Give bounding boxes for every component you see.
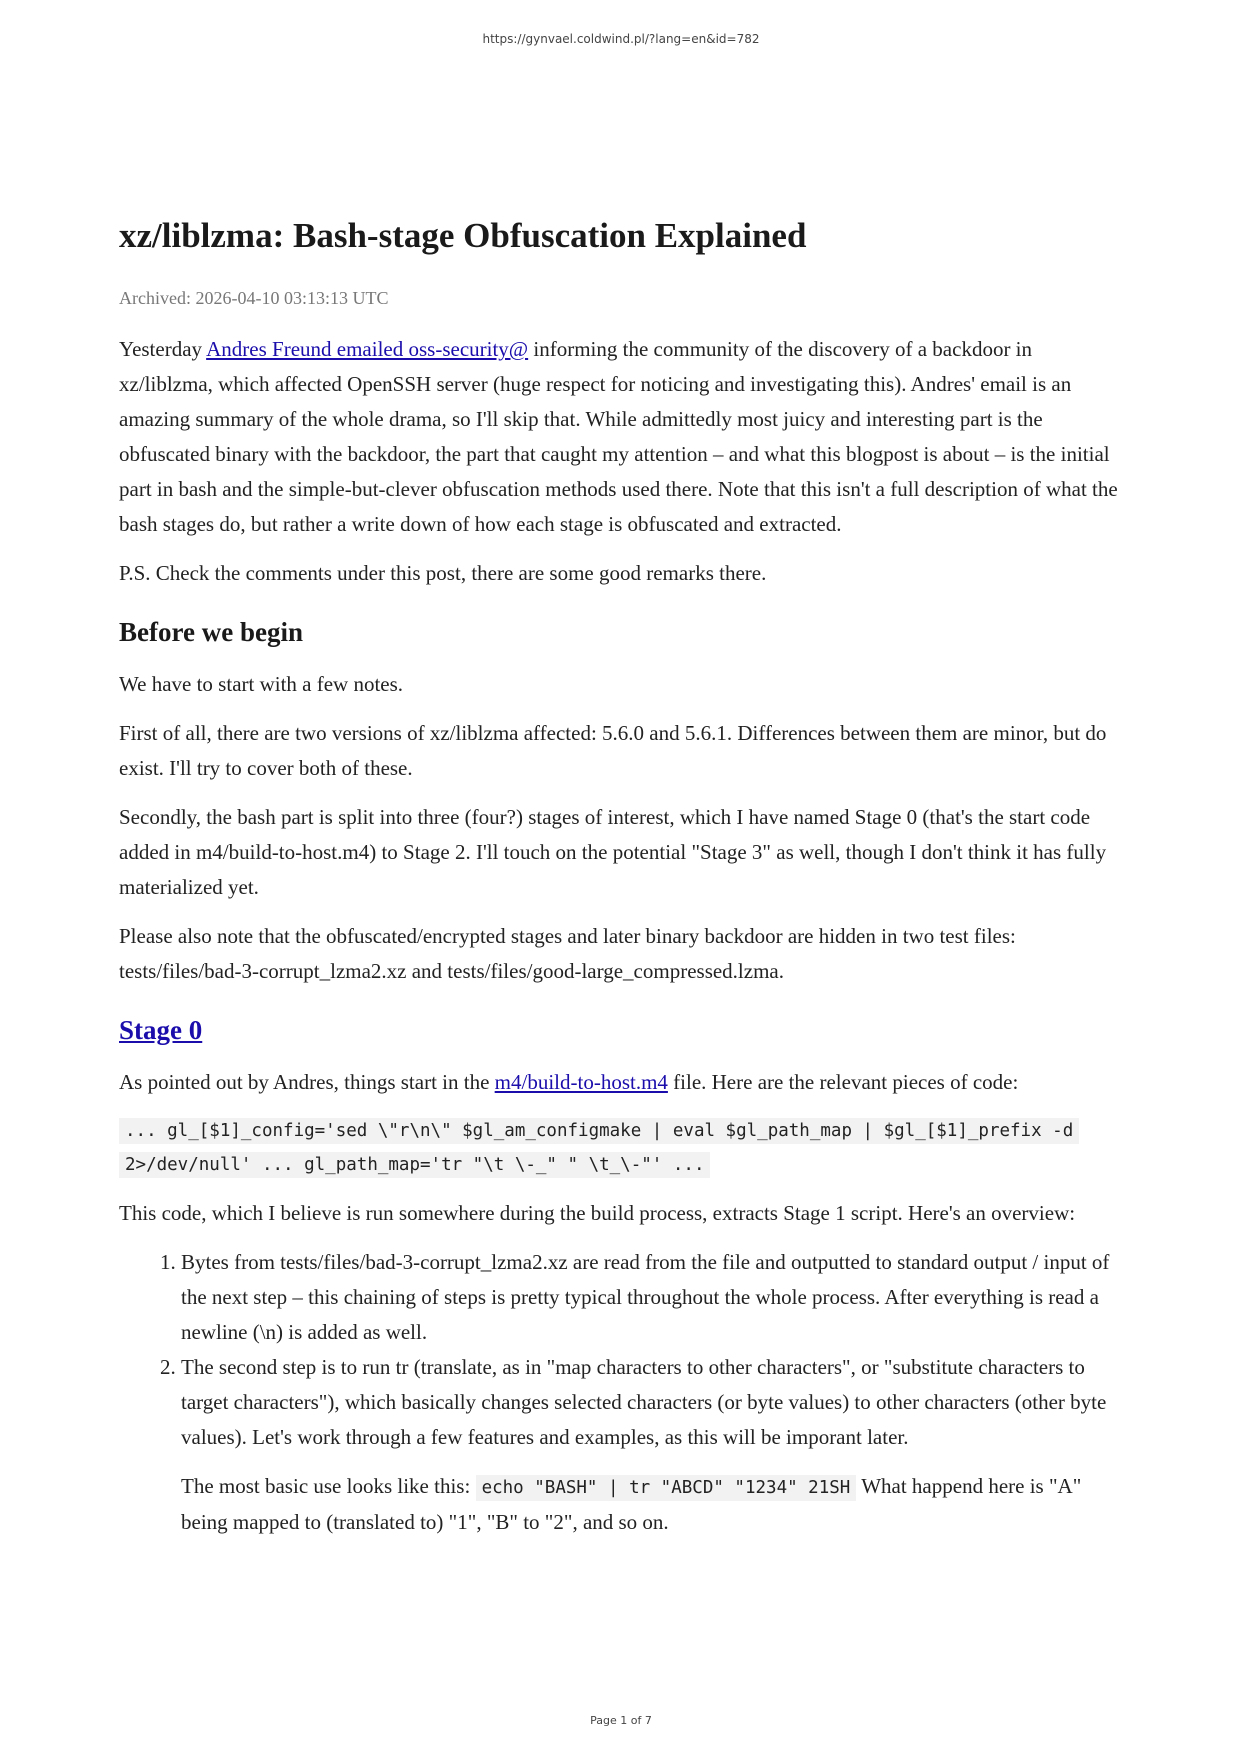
- intro-paragraph: [119, 332, 1131, 542]
- list-item: [181, 1350, 1131, 1540]
- article: [119, 208, 1131, 1540]
- intro-text-after: informing the community of the discovery of a backdoor in xz/liblzma, which affected OpenSSH server (huge respect for noticing and investigating this). Andres' email is an amazing summary of the whole drama, so I'll skip that. While admittedly most juicy and interesting part is the obfuscated binary with the backdoor, the part that caught my attention – and what this blogpost is about – is the initial part in bash and the simple-but-clever obfuscation methods used there. Note that this isn't a full description of what the bash stages do, but rather a write down of how each stage is obfuscated and extracted.: [119, 337, 1118, 536]
- stage-0-anchor-link[interactable]: Stage 0: [119, 1015, 203, 1045]
- page-number: Page 1 of 7: [590, 1714, 652, 1727]
- list-item: 1. Bytes from tests/files/bad-3-corrupt_lzma2.xz are read from the file and outputted to standard output / input of the next step – this chaining of steps is pretty typical throughout the whole process. After everything is read a newline (\n) is added as well.: [181, 1245, 1131, 1350]
- ps-paragraph: P.S. Check the comments under this post, there are some good remarks there.: [119, 561, 767, 585]
- tr-example-after: What happend here is "A" being mapped to (translated to) "1", "B" to "2", and so on.: [181, 1474, 1082, 1534]
- build-to-host-link[interactable]: m4/build-to-host.m4: [494, 1070, 668, 1094]
- intro-text-before: Yesterday: [119, 337, 207, 361]
- heading-stage-0: [119, 1009, 1131, 1051]
- tr-example-code: echo "BASH" | tr "ABCD" "1234" 21SH: [476, 1475, 857, 1501]
- paragraph-overview: This code, which I believe is run somewhere during the build process, extracts Stage 1 script. Here's an overview:: [119, 1201, 1076, 1225]
- paragraph-versions: First of all, there are two versions of xz/liblzma affected: 5.6.0 and 5.6.1. Differences between them are minor, but do exist. I'll try to cover both of these.: [119, 721, 1107, 780]
- paragraph-stages: Secondly, the bash part is split into three (four?) stages of interest, which I have named Stage 0 (that's the start code added in m4/build-to-host.m4) to Stage 2. I'll touch on the potential "Stage 3" as well, though I don't think it has fully materialized yet.: [119, 805, 1107, 899]
- code-line-2: 2>/dev/null' ... gl_path_map='tr "\t \-_" " \t_\-"' ...: [119, 1152, 710, 1178]
- code-block: [119, 1114, 1131, 1182]
- article-title: xz/liblzma: Bash-stage Obfuscation Explained: [119, 216, 807, 255]
- tr-example-before: The most basic use looks like this:: [181, 1474, 476, 1498]
- paragraph-notes: We have to start with a few notes.: [119, 672, 404, 696]
- page-url-header: https://gynvael.coldwind.pl/?lang=en&id=782: [482, 32, 760, 46]
- tr-example-paragraph: [181, 1469, 1131, 1540]
- list-item-text: The second step is to run tr (translate, as in "map characters to other characters", or "substitute characters to target characters"), which basically changes selected characters (or byte values) to other characters (other byte values). Let's work through a few features and examples, as this will be imporant later.: [181, 1355, 1107, 1449]
- stage0-text-before: As pointed out by Andres, things start in the: [119, 1070, 495, 1094]
- steps-list: [119, 1245, 1131, 1540]
- andres-email-link[interactable]: Andres Freund emailed oss-security@: [206, 337, 529, 361]
- stage0-text-after: file. Here are the relevant pieces of code:: [667, 1070, 1019, 1094]
- heading-before-we-begin: Before we begin: [119, 617, 303, 647]
- code-line-1: ... gl_[$1]_config='sed \"r\n\" $gl_am_configmake | eval $gl_path_map | $gl_[$1]_prefix -d: [119, 1118, 1079, 1144]
- paragraph-test-files: Please also note that the obfuscated/encrypted stages and later binary backdoor are hidden in two test files: tests/files/bad-3-corrupt_lzma2.xz and tests/files/good-large_compressed.lzma.: [119, 924, 1016, 983]
- paragraph-build-to-host: [119, 1065, 1131, 1100]
- archived-timestamp: Archived: 2026-04-10 03:13:13 UTC: [119, 288, 389, 308]
